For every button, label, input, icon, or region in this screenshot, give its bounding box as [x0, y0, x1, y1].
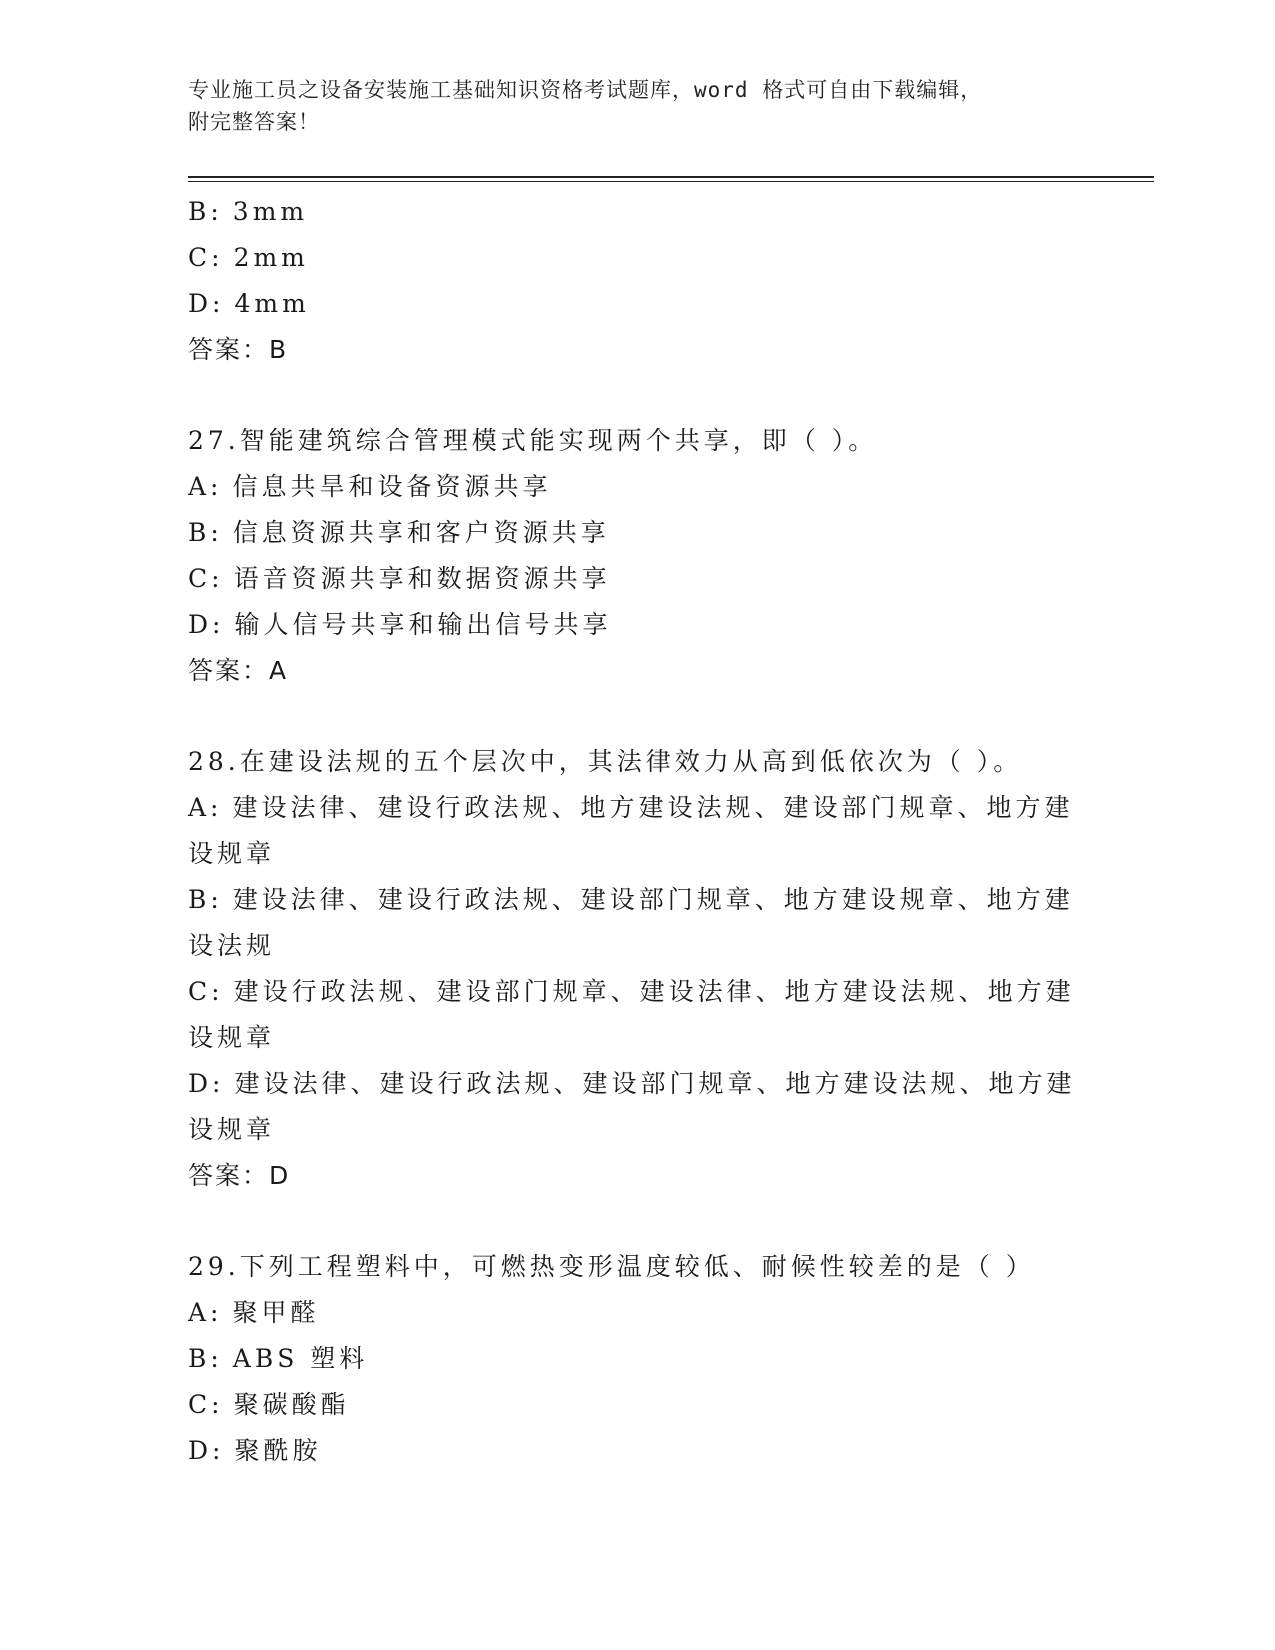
option-label: D: — [188, 610, 225, 639]
option-text: 信息资源共享和客户资源共享 — [232, 518, 610, 547]
option-b — [188, 189, 1088, 235]
option-label: C: — [188, 1390, 224, 1419]
option-a — [188, 464, 1088, 510]
answer: 答案：A — [188, 656, 289, 685]
question-text: 27.智能建筑综合管理模式能实现两个共享，即（ ）。 — [188, 426, 878, 455]
option-text: 4mm — [234, 289, 310, 318]
option-label: B: — [188, 885, 223, 914]
option-label: D: — [188, 289, 225, 318]
option-text: 聚碳酸酯 — [233, 1390, 350, 1419]
option-b — [188, 877, 1088, 923]
option-c — [188, 969, 1088, 1015]
option-a — [188, 1290, 1088, 1336]
option-text: 建设法律、建设行政法规、建设部门规章、地方建设规章、地方建 — [232, 885, 1074, 914]
option-text: 建设法律、建设行政法规、建设部门规章、地方建设法规、地方建 — [234, 1069, 1076, 1098]
option-text: 聚酰胺 — [234, 1436, 322, 1465]
option-text: 建设行政法规、建设部门规章、建设法律、地方建设法规、地方建 — [233, 977, 1075, 1006]
option-text: ABS 塑料 — [232, 1344, 369, 1373]
question-list — [188, 189, 1088, 1474]
question-28 — [188, 739, 1088, 1199]
option-d — [188, 1428, 1088, 1474]
option-c — [188, 556, 1088, 602]
option-d-continuation: 设规章 — [188, 1115, 276, 1144]
option-text: 建设法律、建设行政法规、地方建设法规、建设部门规章、地方建 — [232, 793, 1074, 822]
option-label: B: — [188, 197, 223, 226]
option-c — [188, 1382, 1088, 1428]
option-text: 3mm — [232, 197, 309, 226]
option-label: D: — [188, 1069, 225, 1098]
option-b — [188, 1336, 1088, 1382]
option-b-continuation: 设法规 — [188, 931, 276, 960]
header-line-2: 附完整答案！ — [188, 110, 320, 134]
option-label: C: — [188, 977, 224, 1006]
option-label: A: — [188, 793, 223, 822]
question-29 — [188, 1244, 1088, 1474]
option-a-continuation: 设规章 — [188, 839, 276, 868]
question-text: 28.在建设法规的五个层次中，其法律效力从高到低依次为（ ）。 — [188, 747, 1023, 776]
option-text: 聚甲醛 — [232, 1298, 320, 1327]
option-a — [188, 785, 1088, 831]
document-header — [188, 74, 1068, 138]
option-b — [188, 510, 1088, 556]
option-c — [188, 235, 1088, 281]
option-label: D: — [188, 1436, 225, 1465]
option-label: B: — [188, 1344, 223, 1373]
option-d — [188, 602, 1088, 648]
answer: 答案：B — [188, 335, 289, 364]
option-d — [188, 1061, 1088, 1107]
option-label: B: — [188, 518, 223, 547]
option-text: 2mm — [233, 243, 309, 272]
question-text: 29.下列工程塑料中，可燃热变形温度较低、耐候性较差的是（ ） — [188, 1252, 1035, 1281]
option-c-continuation: 设规章 — [188, 1023, 276, 1052]
option-d — [188, 281, 1088, 327]
question-27 — [188, 418, 1088, 694]
option-text: 输人信号共享和输出信号共享 — [234, 610, 612, 639]
option-label: A: — [188, 1298, 223, 1327]
option-text: 信息共旱和设备资源共享 — [232, 472, 552, 501]
option-text: 语音资源共享和数据资源共享 — [233, 564, 611, 593]
question-26 — [188, 189, 1088, 373]
option-label: C: — [188, 243, 224, 272]
header-line-1: 专业施工员之设备安装施工基础知识资格考试题库，word 格式可自由下载编辑， — [188, 78, 983, 102]
option-label: A: — [188, 472, 223, 501]
option-label: C: — [188, 564, 224, 593]
header-divider-thin — [188, 181, 1154, 182]
header-divider-thick — [188, 176, 1154, 178]
answer: 答案：D — [188, 1161, 291, 1190]
